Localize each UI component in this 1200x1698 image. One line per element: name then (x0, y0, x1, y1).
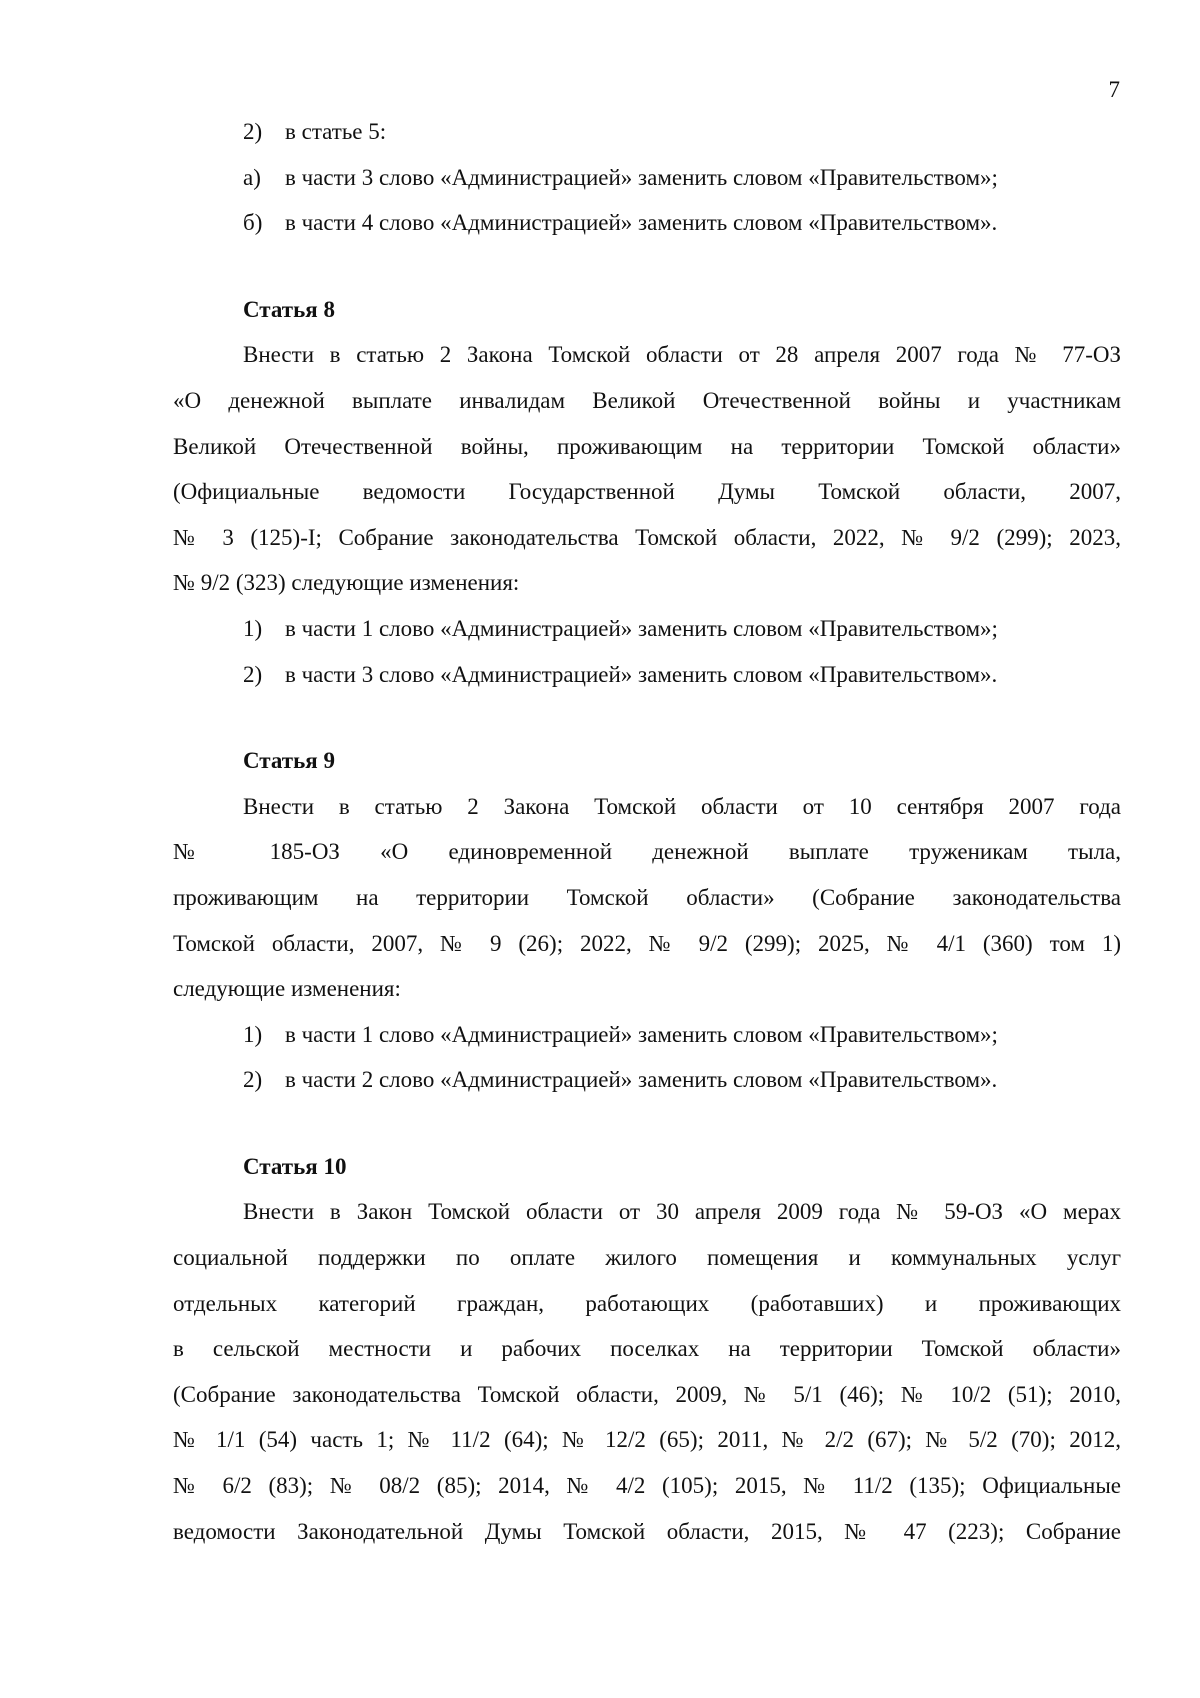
list-item (173, 1012, 1121, 1058)
top-list (173, 109, 1121, 246)
list-marker: 1) (243, 615, 263, 641)
paragraph-line: (Официальные ведомости Государственной Думы Томской области, 2007, (173, 479, 1121, 505)
paragraph-line: отдельных категорий граждан, работающих (работавших) и проживающих (173, 1290, 1121, 1316)
paragraph-line: социальной поддержки по оплате жилого помещения и коммунальных услуг (173, 1245, 1121, 1271)
list-text: в статье 5: (285, 119, 387, 144)
list-item (173, 200, 1121, 246)
article-9 (173, 738, 1121, 1103)
list-item (173, 109, 1121, 155)
list-item (173, 606, 1121, 652)
paragraph-line: № 9/2 (323) следующие изменения: (173, 570, 520, 596)
paragraph-line: Внести в статью 2 Закона Томской области от 10 сентября 2007 года (243, 793, 1121, 819)
page-content (173, 109, 1121, 1554)
article-10 (173, 1144, 1121, 1554)
list-text: в части 4 слово «Администрацией» заменить словом «Правительством». (285, 210, 998, 236)
article-paragraph (173, 1189, 1121, 1554)
list-item (173, 1057, 1121, 1103)
paragraph-line: ведомости Законодательной Думы Томской области, 2015, № 47 (223); Собрание (173, 1518, 1121, 1544)
page-number: 7 (1108, 77, 1120, 102)
paragraph-line: Внести в Закон Томской области от 30 апреля 2009 года № 59-ОЗ «О мерах (243, 1199, 1121, 1225)
article-heading: Статья 8 (243, 296, 335, 322)
article-heading: Статья 10 (243, 1153, 347, 1179)
article-8 (173, 287, 1121, 697)
paragraph-line: «О денежной выплате инвалидам Великой Отечественной войны и участникам (173, 387, 1121, 413)
list-text: в части 1 слово «Администрацией» заменить словом «Правительством»; (285, 1021, 998, 1047)
paragraph-line: № 6/2 (83); № 08/2 (85); 2014, № 4/2 (105); 2015, № 11/2 (135); Официальные (173, 1473, 1121, 1499)
article-heading: Статья 9 (243, 748, 335, 774)
list-text: в части 2 слово «Администрацией» заменить словом «Правительством». (285, 1067, 998, 1093)
list-marker: 2) (243, 119, 263, 144)
list-marker: 2) (243, 1067, 263, 1093)
section-gap (173, 1103, 1121, 1144)
list-item (173, 652, 1121, 698)
paragraph-line: проживающим на территории Томской области» (Собрание законодательства (173, 884, 1121, 910)
list-text: в части 3 слово «Администрацией» заменить словом «Правительством». (285, 661, 998, 687)
article-paragraph (173, 332, 1121, 606)
list-marker: б) (243, 210, 263, 236)
section-gap (173, 246, 1121, 287)
list-marker: а) (243, 164, 261, 190)
paragraph-line: Внести в статью 2 Закона Томской области от 28 апреля 2007 года № 77-ОЗ (243, 342, 1121, 368)
list-item (173, 155, 1121, 201)
list-text: в части 1 слово «Администрацией» заменить словом «Правительством»; (285, 615, 998, 641)
paragraph-line: Томской области, 2007, № 9 (26); 2022, № 9/2 (299); 2025, № 4/1 (360) том 1) (173, 930, 1121, 956)
list-marker: 2) (243, 661, 263, 687)
section-gap (173, 697, 1121, 738)
article-paragraph (173, 784, 1121, 1012)
paragraph-line: следующие изменения: (173, 976, 401, 1002)
paragraph-line: (Собрание законодательства Томской области, 2009, № 5/1 (46); № 10/2 (51); 2010, (173, 1381, 1121, 1407)
paragraph-line: № 185-ОЗ «О единовременной денежной выплате труженикам тыла, (173, 839, 1121, 865)
list-text: в части 3 слово «Администрацией» заменить словом «Правительством»; (285, 164, 998, 190)
list-marker: 1) (243, 1021, 263, 1047)
paragraph-line: № 3 (125)-I; Собрание законодательства Томской области, 2022, № 9/2 (299); 2023, (173, 524, 1121, 550)
paragraph-line: Великой Отечественной войны, проживающим на территории Томской области» (173, 433, 1121, 459)
paragraph-line: в сельской местности и рабочих поселках на территории Томской области» (173, 1336, 1121, 1362)
paragraph-line: № 1/1 (54) часть 1; № 11/2 (64); № 12/2 (65); 2011, № 2/2 (67); № 5/2 (70); 2012, (173, 1427, 1121, 1453)
